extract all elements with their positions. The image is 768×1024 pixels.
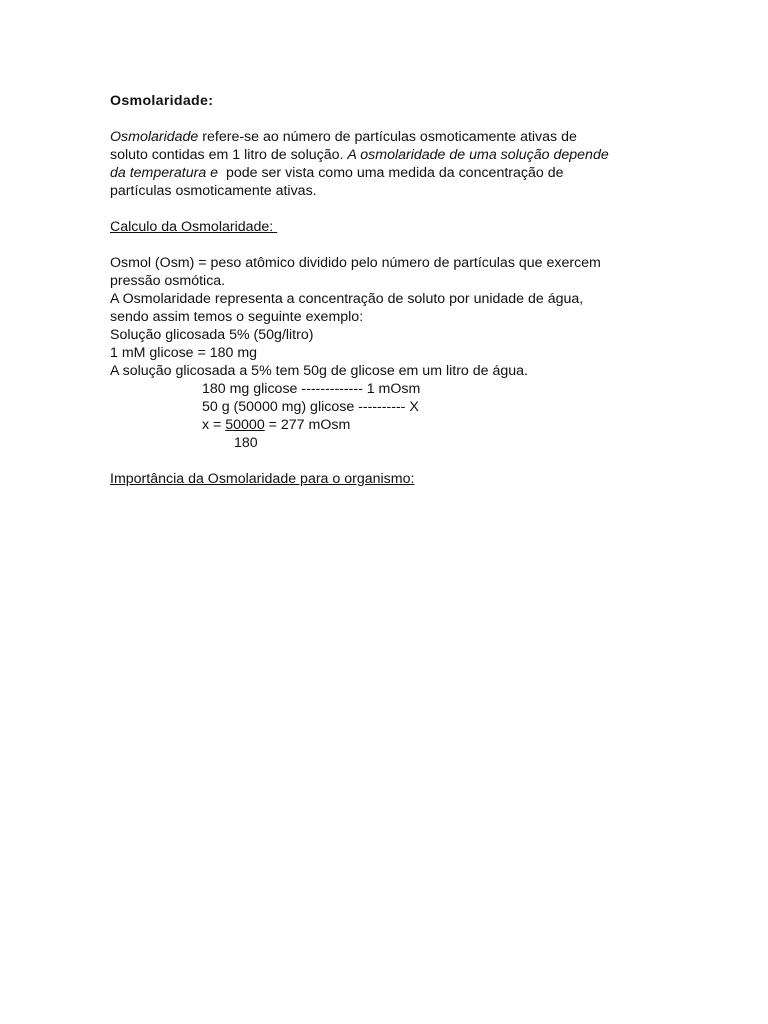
calc-result-line (110, 416, 690, 434)
body-line: A Osmolaridade representa a concentração de soluto por unidade de água, (110, 291, 584, 307)
calc-numerator: 50000 (225, 417, 265, 433)
intro-line-2 (110, 146, 690, 164)
intro-line-3 (110, 164, 690, 182)
section-heading-calculo: Calculo da Osmolaridade: (110, 219, 278, 235)
intro-term: Osmolaridade (110, 129, 199, 145)
document-body (110, 92, 690, 488)
body-line: pressão osmótica. (110, 273, 226, 289)
calc-paragraph (110, 254, 690, 452)
intro-line-3-italic: da temperatura e (110, 165, 219, 181)
body-line: Solução glicosada 5% (50g/litro) (110, 327, 314, 343)
body-line: sendo assim temos o seguinte exemplo: (110, 309, 364, 325)
body-line: A solução glicosada a 5% tem 50g de glicose em um litro de água. (110, 363, 528, 379)
calc-denominator: 180 (234, 435, 258, 451)
body-line: 1 mM glicose = 180 mg (110, 345, 258, 361)
calc-line-2: 50 g (50000 mg) glicose ---------- X (202, 399, 419, 415)
intro-line-1-rest: refere-se ao número de partículas osmoticamente ativas de (198, 129, 577, 145)
intro-line-3-rest: pode ser vista como uma medida da concentração de (218, 165, 564, 181)
intro-line-4: partículas osmoticamente ativas. (110, 183, 317, 199)
spacer (110, 236, 690, 254)
calc-line-1: 180 mg glicose ------------- 1 mOsm (202, 381, 421, 397)
spacer (110, 110, 690, 128)
intro-line-2-italic: A osmolaridade de uma solução depende (347, 147, 609, 163)
spacer (110, 452, 690, 470)
body-line: Osmol (Osm) = peso atômico dividido pelo número de partículas que exercem (110, 255, 601, 271)
section-heading-importancia: Importância da Osmolaridade para o organismo: (110, 471, 415, 487)
intro-paragraph (110, 128, 690, 200)
calc-x-prefix: x = (202, 417, 226, 433)
document-title: Osmolaridade: (110, 93, 214, 109)
calc-x-suffix: = 277 mOsm (264, 417, 351, 433)
intro-line-1 (110, 128, 690, 146)
spacer (110, 200, 690, 218)
intro-line-2-plain: soluto contidas em 1 litro de solução. (110, 147, 348, 163)
